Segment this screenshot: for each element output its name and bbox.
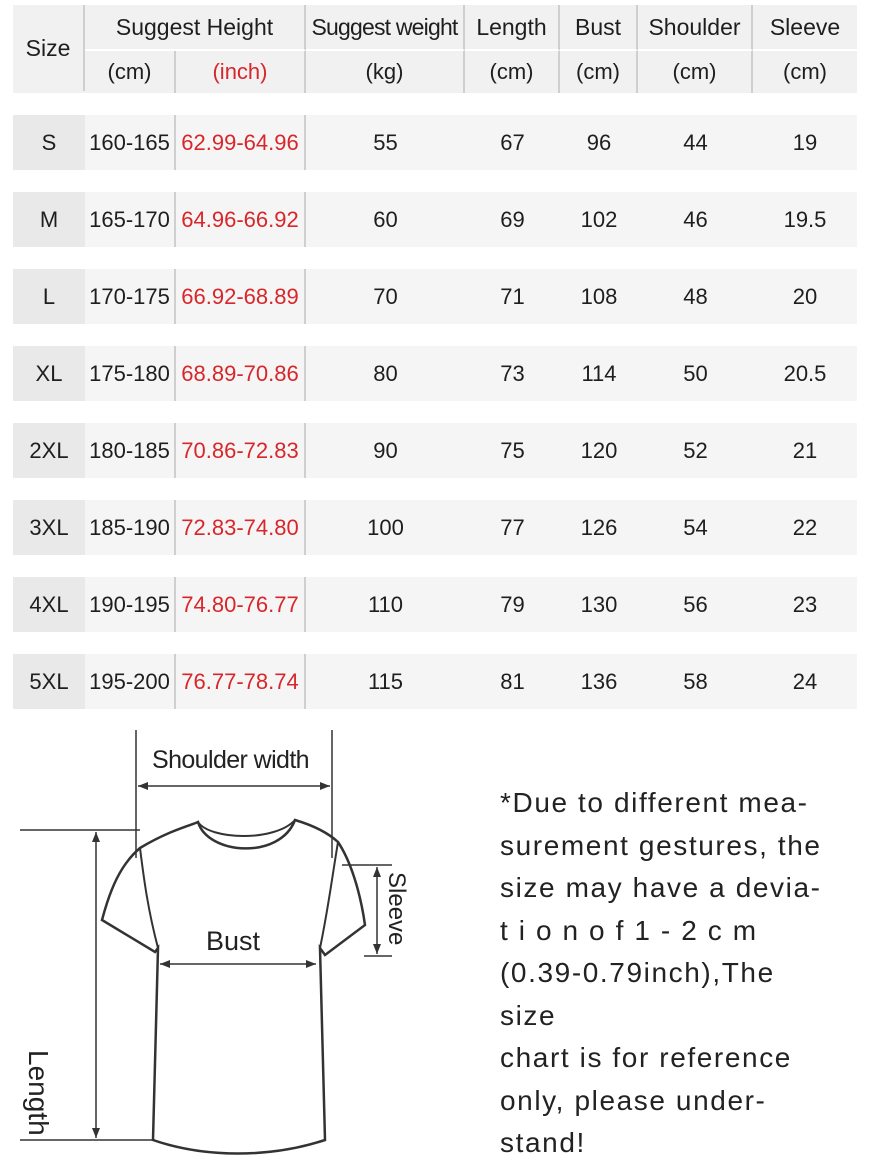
cell-height-cm: 180-185: [85, 423, 176, 478]
header-size: Size: [13, 5, 85, 91]
table-row: [13, 423, 857, 478]
cell-shoulder: 50: [683, 360, 708, 386]
cell-height-cm: 170-175: [85, 269, 176, 324]
cell-size: 3XL: [13, 500, 85, 555]
cell-weight: 80: [373, 360, 398, 386]
cell-size: L: [13, 269, 85, 324]
cell-height-cm: 165-170: [85, 192, 176, 247]
right-sleeve-seam: [320, 842, 338, 948]
cell-sleeve: 19.5: [783, 206, 827, 232]
table-row: [13, 346, 857, 401]
cell-length: 81: [500, 668, 525, 694]
cell-sleeve: 19: [792, 129, 818, 155]
header-suggest-height: Suggest Height: [85, 5, 306, 51]
cell-height-inch: 76.77-78.74: [176, 654, 306, 709]
cell-shoulder: 54: [683, 514, 708, 540]
bust-label: Bust: [206, 926, 261, 956]
cell-sleeve: 22: [792, 514, 818, 540]
table-row: [13, 500, 857, 555]
cell-size: M: [13, 192, 85, 247]
cell-size: 4XL: [13, 577, 85, 632]
table-row: [13, 192, 857, 247]
cell-weight: 110: [367, 591, 404, 617]
left-sleeve-seam: [140, 848, 158, 948]
unit-length: (cm): [465, 51, 560, 93]
size-chart-table: [13, 5, 857, 709]
cell-length: 71: [500, 283, 525, 309]
cell-height-cm: 175-180: [85, 346, 176, 401]
cell-height-inch: 64.96-66.92: [176, 192, 306, 247]
cell-shoulder: 52: [683, 437, 708, 463]
cell-weight: 55: [373, 129, 398, 155]
cell-height-cm: 160-165: [85, 115, 176, 170]
cell-height-cm: 190-195: [85, 577, 176, 632]
cell-bust: 96: [586, 129, 612, 155]
cell-height-inch: 70.86-72.83: [176, 423, 306, 478]
cell-shoulder: 58: [683, 668, 708, 694]
table-row: [13, 115, 857, 170]
table-row: [13, 654, 857, 709]
header-shoulder: Shoulder: [638, 5, 753, 51]
cell-sleeve: 24: [792, 668, 818, 694]
cell-sleeve: 23: [792, 591, 818, 617]
unit-height-inch: (inch): [176, 51, 306, 93]
cell-bust: 136: [580, 668, 618, 694]
cell-height-inch: 74.80-76.77: [176, 577, 306, 632]
cell-height-inch: 68.89-70.86: [176, 346, 306, 401]
shoulder-width-label: Shoulder width: [152, 746, 309, 774]
cell-sleeve: 20.5: [783, 360, 827, 386]
cell-length: 67: [500, 129, 525, 155]
tshirt-measurement-diagram: [20, 720, 460, 1160]
cell-size: S: [13, 115, 85, 170]
cell-height-cm: 185-190: [85, 500, 176, 555]
shirt-shape: [102, 820, 365, 1154]
cell-sleeve: 20: [792, 283, 818, 309]
cell-weight: 70: [373, 283, 398, 309]
cell-weight: 90: [373, 437, 398, 463]
cell-bust: 102: [580, 206, 618, 232]
header-sleeve: Sleeve: [753, 5, 857, 51]
cell-shoulder: 48: [683, 283, 708, 309]
cell-bust: 130: [580, 591, 618, 617]
cell-bust: 126: [580, 514, 618, 540]
unit-sleeve: (cm): [783, 59, 827, 84]
cell-size: 5XL: [13, 654, 85, 709]
cell-length: 73: [500, 360, 525, 386]
cell-bust: 114: [581, 360, 617, 386]
table-row: [13, 269, 857, 324]
unit-bust: (cm): [560, 51, 638, 93]
table-row: [13, 577, 857, 632]
header-length: Length: [465, 5, 560, 51]
cell-length: 79: [500, 591, 525, 617]
cell-height-cm: 195-200: [85, 654, 176, 709]
cell-shoulder: 46: [683, 206, 708, 232]
cell-weight: 100: [367, 514, 404, 540]
cell-weight: 115: [367, 668, 404, 694]
cell-size: XL: [13, 346, 85, 401]
cell-height-inch: 66.92-68.89: [176, 269, 306, 324]
cell-shoulder: 44: [683, 129, 708, 155]
cell-sleeve: 21: [792, 437, 818, 463]
table-header: [13, 5, 857, 93]
unit-height-cm: (cm): [85, 51, 176, 93]
cell-height-inch: 62.99-64.96: [176, 115, 306, 170]
cell-length: 69: [500, 206, 525, 232]
cell-size: 2XL: [13, 423, 85, 478]
measurement-note: *Due to different mea- surement gestures, the size may have a devia- t i o n o f 1 - 2 c m (0.39-0.79inch),The size chart is for reference only, please under- stand!: [500, 787, 822, 1158]
sleeve-label: Sleeve: [383, 872, 410, 946]
header-bust: Bust: [560, 5, 638, 51]
collar-line: [198, 820, 295, 836]
cell-bust: 120: [580, 437, 618, 463]
unit-shoulder: (cm): [638, 51, 753, 93]
header-suggest-weight: Suggest weight: [306, 5, 465, 51]
cell-length: 77: [500, 514, 525, 540]
cell-shoulder: 56: [683, 591, 708, 617]
table-body: [13, 115, 857, 709]
length-label: Length: [23, 1050, 54, 1136]
cell-weight: 60: [373, 206, 398, 232]
unit-weight: (kg): [306, 51, 465, 93]
cell-bust: 108: [580, 283, 618, 309]
cell-height-inch: 72.83-74.80: [176, 500, 306, 555]
cell-length: 75: [500, 437, 525, 463]
